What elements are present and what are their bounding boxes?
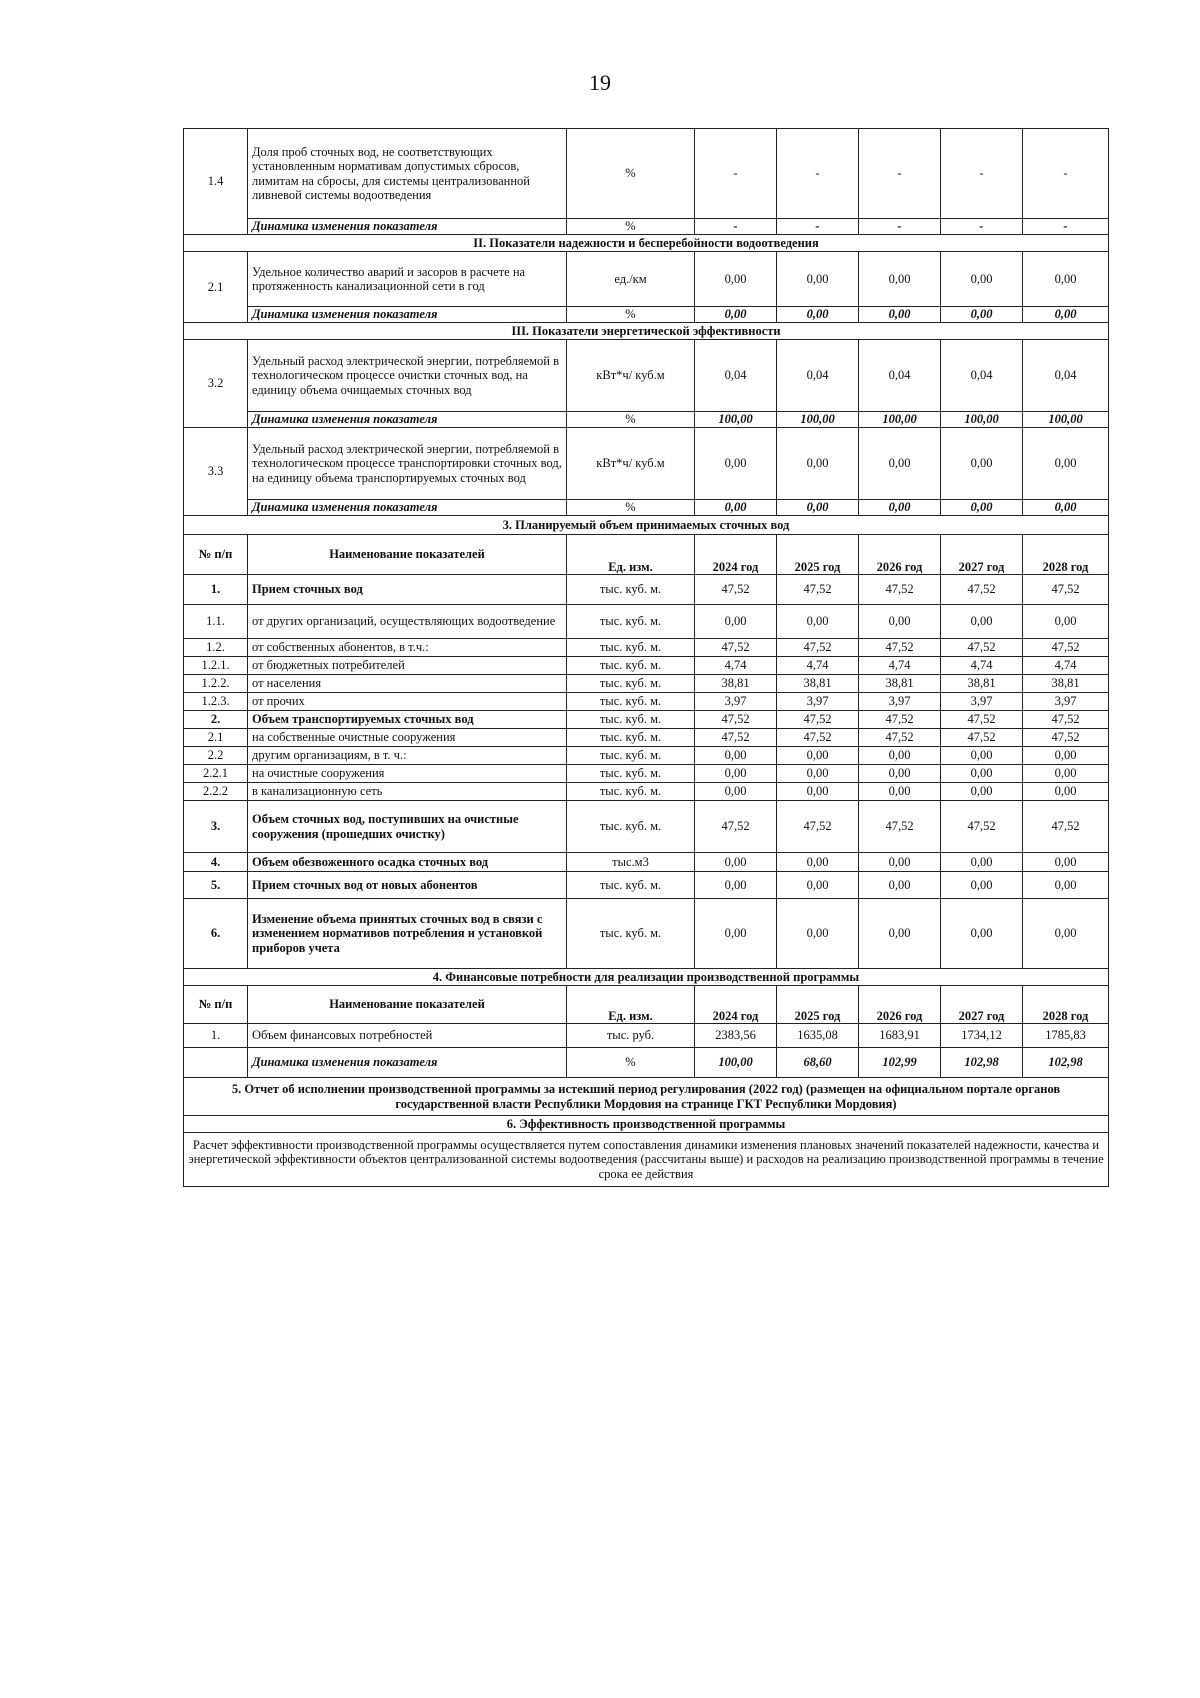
value-cell: 47,52 — [1023, 639, 1109, 657]
header-row — [184, 535, 1109, 575]
column-header-year: 2027 год — [941, 535, 1023, 575]
column-header-year: 2027 год — [941, 986, 1023, 1024]
volume-row — [184, 899, 1109, 969]
unit-cell: % — [567, 412, 695, 428]
value-cell: - — [777, 219, 859, 235]
value-cell: 3,97 — [777, 693, 859, 711]
indicator-name: Прием сточных вод от новых абонентов — [248, 872, 567, 899]
unit-cell: тыс. куб. м. — [567, 783, 695, 801]
value-cell: 0,00 — [941, 747, 1023, 765]
value-cell: 0,00 — [695, 899, 777, 969]
finance-row — [184, 1024, 1109, 1048]
value-cell: 0,00 — [1023, 500, 1109, 516]
value-cell: 47,52 — [777, 575, 859, 605]
dynamics-label: Динамика изменения показателя — [248, 307, 567, 323]
unit-cell: тыс. куб. м. — [567, 747, 695, 765]
value-cell: 0,00 — [777, 307, 859, 323]
value-cell: 102,98 — [1023, 1048, 1109, 1078]
value-cell: - — [941, 219, 1023, 235]
indicator-name: Изменение объема принятых сточных вод в связи с изменением нормативов потребления и установкой приборов учета — [248, 899, 567, 969]
value-cell: 3,97 — [1023, 693, 1109, 711]
dynamics-row — [184, 412, 1109, 428]
column-header-year: 2026 год — [859, 986, 941, 1024]
efficiency-text-row — [184, 1133, 1109, 1187]
row-number: 1.2. — [184, 639, 248, 657]
value-cell: 0,00 — [941, 307, 1023, 323]
value-cell: 47,52 — [941, 575, 1023, 605]
value-cell: 0,00 — [859, 872, 941, 899]
section-title: II. Показатели надежности и бесперебойности водоотведения — [184, 235, 1109, 252]
row-number: 4. — [184, 853, 248, 872]
column-header-year: 2025 год — [777, 535, 859, 575]
value-cell: 0,00 — [777, 428, 859, 500]
value-cell: - — [941, 129, 1023, 219]
value-cell: 2383,56 — [695, 1024, 777, 1048]
indicator-name: от населения — [248, 675, 567, 693]
value-cell: 47,52 — [859, 711, 941, 729]
value-cell: 102,98 — [941, 1048, 1023, 1078]
unit-cell: тыс. куб. м. — [567, 711, 695, 729]
dynamics-row — [184, 307, 1109, 323]
value-cell: 0,00 — [777, 853, 859, 872]
value-cell: 1785,83 — [1023, 1024, 1109, 1048]
volume-row — [184, 801, 1109, 853]
volume-row — [184, 605, 1109, 639]
header-row — [184, 986, 1109, 1024]
unit-cell: тыс. руб. — [567, 1024, 695, 1048]
value-cell: 0,00 — [941, 765, 1023, 783]
value-cell: 102,99 — [859, 1048, 941, 1078]
value-cell: 0,00 — [695, 307, 777, 323]
indicator-name: от бюджетных потребителей — [248, 657, 567, 675]
unit-cell: тыс. куб. м. — [567, 765, 695, 783]
indicator-name: Объем транспортируемых сточных вод — [248, 711, 567, 729]
unit-cell: % — [567, 129, 695, 219]
value-cell: 100,00 — [695, 1048, 777, 1078]
unit-cell: кВт*ч/ куб.м — [567, 428, 695, 500]
column-header-year: 2028 год — [1023, 535, 1109, 575]
value-cell: 100,00 — [859, 412, 941, 428]
column-header-year: 2024 год — [695, 986, 777, 1024]
value-cell: 47,52 — [777, 639, 859, 657]
column-header-unit: Ед. изм. — [567, 535, 695, 575]
volume-row — [184, 747, 1109, 765]
row-number: 1.1. — [184, 605, 248, 639]
row-number: 1. — [184, 1024, 248, 1048]
row-number: 3. — [184, 801, 248, 853]
value-cell: - — [859, 219, 941, 235]
value-cell: 47,52 — [695, 711, 777, 729]
volume-row — [184, 693, 1109, 711]
value-cell: 0,00 — [1023, 853, 1109, 872]
value-cell: 0,00 — [695, 783, 777, 801]
value-cell: 0,00 — [695, 872, 777, 899]
unit-cell: ед./км — [567, 252, 695, 307]
indicator-name: на очистные сооружения — [248, 765, 567, 783]
row-number: 1.4 — [184, 129, 248, 235]
volume-row — [184, 765, 1109, 783]
unit-cell: кВт*ч/ куб.м — [567, 340, 695, 412]
row-number: 1. — [184, 575, 248, 605]
finance-dynamics-row — [184, 1048, 1109, 1078]
value-cell: 4,74 — [777, 657, 859, 675]
section-row — [184, 969, 1109, 986]
value-cell: 4,74 — [695, 657, 777, 675]
value-cell: 4,74 — [941, 657, 1023, 675]
unit-cell: тыс. куб. м. — [567, 675, 695, 693]
value-cell: 0,00 — [777, 765, 859, 783]
value-cell: 0,00 — [859, 252, 941, 307]
unit-cell: % — [567, 307, 695, 323]
value-cell: 0,00 — [1023, 872, 1109, 899]
value-cell: 0,04 — [777, 340, 859, 412]
section-row — [184, 323, 1109, 340]
program-table — [183, 128, 1109, 1187]
value-cell: 47,52 — [695, 639, 777, 657]
value-cell: 0,00 — [777, 747, 859, 765]
value-cell: 0,00 — [777, 500, 859, 516]
indicator-name: Удельное количество аварий и засоров в расчете на протяженность канализационной сети в год — [248, 252, 567, 307]
row-number: 3.2 — [184, 340, 248, 428]
section-row — [184, 516, 1109, 535]
unit-cell: тыс. куб. м. — [567, 605, 695, 639]
unit-cell: тыс. куб. м. — [567, 801, 695, 853]
column-header-year: 2024 год — [695, 535, 777, 575]
value-cell: 0,00 — [695, 252, 777, 307]
value-cell: 38,81 — [941, 675, 1023, 693]
indicator-row — [184, 129, 1109, 219]
value-cell: 3,97 — [695, 693, 777, 711]
volume-row — [184, 711, 1109, 729]
value-cell: 0,00 — [1023, 605, 1109, 639]
value-cell: 47,52 — [1023, 801, 1109, 853]
indicator-name: Доля проб сточных вод, не соответствующих установленным нормативам допустимых сбросов, лимитам на сбросы, для системы централизованной ливневой системы водоотведения — [248, 129, 567, 219]
row-number: 1.2.3. — [184, 693, 248, 711]
indicator-name: Прием сточных вод — [248, 575, 567, 605]
value-cell: 47,52 — [1023, 729, 1109, 747]
row-number: 1.2.1. — [184, 657, 248, 675]
value-cell: - — [1023, 219, 1109, 235]
dynamics-label: Динамика изменения показателя — [248, 219, 567, 235]
column-header-year: 2028 год — [1023, 986, 1109, 1024]
volume-row — [184, 639, 1109, 657]
value-cell: 100,00 — [1023, 412, 1109, 428]
value-cell: 0,00 — [695, 428, 777, 500]
value-cell: 47,52 — [1023, 711, 1109, 729]
value-cell: 0,00 — [695, 853, 777, 872]
section-row — [184, 235, 1109, 252]
column-header-year: 2026 год — [859, 535, 941, 575]
unit-cell: тыс. куб. м. — [567, 899, 695, 969]
dynamics-label: Динамика изменения показателя — [248, 1048, 567, 1078]
value-cell: - — [1023, 129, 1109, 219]
row-number: 6. — [184, 899, 248, 969]
indicator-name: в канализационную сеть — [248, 783, 567, 801]
value-cell: 0,00 — [859, 605, 941, 639]
volume-row — [184, 783, 1109, 801]
dynamics-label: Динамика изменения показателя — [248, 500, 567, 516]
value-cell: 0,00 — [1023, 783, 1109, 801]
value-cell: 0,00 — [1023, 765, 1109, 783]
value-cell: - — [695, 129, 777, 219]
value-cell: 0,00 — [695, 765, 777, 783]
value-cell: 0,00 — [1023, 252, 1109, 307]
unit-cell: % — [567, 219, 695, 235]
row-number: 2.2.2 — [184, 783, 248, 801]
value-cell: 0,00 — [941, 899, 1023, 969]
volume-row — [184, 675, 1109, 693]
unit-cell: тыс. куб. м. — [567, 693, 695, 711]
row-number: 2.1 — [184, 252, 248, 323]
value-cell: 0,00 — [1023, 428, 1109, 500]
value-cell: 1734,12 — [941, 1024, 1023, 1048]
page-number: 19 — [589, 70, 611, 95]
value-cell: 0,04 — [1023, 340, 1109, 412]
value-cell: 0,00 — [695, 605, 777, 639]
value-cell: 47,52 — [695, 729, 777, 747]
value-cell: 0,04 — [695, 340, 777, 412]
value-cell: 0,00 — [859, 783, 941, 801]
section-row — [184, 1078, 1109, 1116]
value-cell: 47,52 — [859, 639, 941, 657]
volume-row — [184, 853, 1109, 872]
value-cell: 47,52 — [777, 801, 859, 853]
value-cell: 0,00 — [859, 500, 941, 516]
section-title: 3. Планируемый объем принимаемых сточных вод — [184, 516, 1109, 535]
unit-cell: тыс. куб. м. — [567, 872, 695, 899]
column-header-num: № п/п — [184, 986, 248, 1024]
value-cell: 0,00 — [777, 252, 859, 307]
value-cell: 0,00 — [1023, 307, 1109, 323]
column-header-name: Наименование показателей — [248, 535, 567, 575]
value-cell: 0,00 — [1023, 747, 1109, 765]
unit-cell: % — [567, 1048, 695, 1078]
dynamics-row — [184, 500, 1109, 516]
value-cell: 47,52 — [941, 729, 1023, 747]
indicator-name: от прочих — [248, 693, 567, 711]
value-cell: 68,60 — [777, 1048, 859, 1078]
indicator-name: на собственные очистные сооружения — [248, 729, 567, 747]
value-cell: 0,00 — [941, 605, 1023, 639]
value-cell: 0,00 — [859, 307, 941, 323]
value-cell: 47,52 — [859, 801, 941, 853]
section-title: 5. Отчет об исполнении производственной программы за истекший период регулирования (2022 год) (размещен на официальном портале органов государственной власти Республики Мордовия на странице ГКТ Республики Мордовия) — [184, 1078, 1109, 1116]
row-number: 2. — [184, 711, 248, 729]
value-cell: 0,00 — [695, 500, 777, 516]
volume-row — [184, 872, 1109, 899]
value-cell: 38,81 — [777, 675, 859, 693]
row-number: 2.2.1 — [184, 765, 248, 783]
value-cell: 100,00 — [941, 412, 1023, 428]
section-title: 4. Финансовые потребности для реализации производственной программы — [184, 969, 1109, 986]
indicator-name: от собственных абонентов, в т.ч.: — [248, 639, 567, 657]
column-header-num: № п/п — [184, 535, 248, 575]
section-row — [184, 1116, 1109, 1133]
unit-cell: тыс.м3 — [567, 853, 695, 872]
indicator-name: другим организациям, в т. ч.: — [248, 747, 567, 765]
value-cell: 0,00 — [777, 872, 859, 899]
row-number: 2.2 — [184, 747, 248, 765]
column-header-year: 2025 год — [777, 986, 859, 1024]
dynamics-label: Динамика изменения показателя — [248, 412, 567, 428]
value-cell: 0,00 — [941, 872, 1023, 899]
value-cell: 38,81 — [1023, 675, 1109, 693]
value-cell: 0,00 — [859, 853, 941, 872]
efficiency-text: Расчет эффективности производственной программы осуществляется путем сопоставления динамики изменения плановых значений показателей надежности, качества и энергетической эффективности объектов централизованной системы водоотведения (рассчитаны выше) и расходов на реализацию производственной программы в течение срока ее действия — [184, 1133, 1109, 1187]
section-title: 6. Эффективность производственной программы — [184, 1116, 1109, 1133]
unit-cell: тыс. куб. м. — [567, 575, 695, 605]
indicator-name: Объем сточных вод, поступивших на очистные сооружения (прошедших очистку) — [248, 801, 567, 853]
value-cell: 0,00 — [859, 747, 941, 765]
volume-row — [184, 575, 1109, 605]
unit-cell: тыс. куб. м. — [567, 639, 695, 657]
value-cell: 0,00 — [1023, 899, 1109, 969]
value-cell: 0,00 — [777, 605, 859, 639]
value-cell: 1635,08 — [777, 1024, 859, 1048]
row-number: 3.3 — [184, 428, 248, 516]
column-header-unit: Ед. изм. — [567, 986, 695, 1024]
value-cell: 0,00 — [941, 500, 1023, 516]
value-cell: 38,81 — [859, 675, 941, 693]
indicator-row — [184, 428, 1109, 500]
indicator-name: Удельный расход электрической энергии, потребляемой в технологическом процессе очистки сточных вод, на единицу объема очищаемых сточных вод — [248, 340, 567, 412]
value-cell: 47,52 — [859, 729, 941, 747]
unit-cell: % — [567, 500, 695, 516]
value-cell: - — [695, 219, 777, 235]
value-cell: 47,52 — [1023, 575, 1109, 605]
value-cell: 3,97 — [859, 693, 941, 711]
indicator-name: от других организаций, осуществляющих водоотведение — [248, 605, 567, 639]
value-cell: 47,52 — [695, 575, 777, 605]
indicator-row — [184, 340, 1109, 412]
value-cell: 0,00 — [941, 853, 1023, 872]
row-number: 1.2.2. — [184, 675, 248, 693]
value-cell: 47,52 — [695, 801, 777, 853]
indicator-name: Объем обезвоженного осадка сточных вод — [248, 853, 567, 872]
indicator-name: Объем финансовых потребностей — [248, 1024, 567, 1048]
value-cell: 38,81 — [695, 675, 777, 693]
value-cell: 0,00 — [941, 783, 1023, 801]
value-cell: - — [859, 129, 941, 219]
row-number: 2.1 — [184, 729, 248, 747]
value-cell: - — [777, 129, 859, 219]
row-number: 5. — [184, 872, 248, 899]
value-cell: 47,52 — [941, 711, 1023, 729]
value-cell: 47,52 — [777, 711, 859, 729]
value-cell: 47,52 — [777, 729, 859, 747]
value-cell: 0,00 — [859, 899, 941, 969]
unit-cell: тыс. куб. м. — [567, 729, 695, 747]
value-cell: 0,04 — [859, 340, 941, 412]
value-cell: 0,00 — [941, 428, 1023, 500]
value-cell: 4,74 — [1023, 657, 1109, 675]
value-cell: 0,00 — [859, 428, 941, 500]
indicator-row — [184, 252, 1109, 307]
value-cell: 0,00 — [859, 765, 941, 783]
empty-cell — [184, 1048, 248, 1078]
value-cell: 0,00 — [941, 252, 1023, 307]
value-cell: 1683,91 — [859, 1024, 941, 1048]
indicator-name: Удельный расход электрической энергии, потребляемой в технологическом процессе транспортировки сточных вод, на единицу объема транспортируемых сточных вод — [248, 428, 567, 500]
value-cell: 47,52 — [941, 639, 1023, 657]
value-cell: 0,00 — [777, 783, 859, 801]
value-cell: 100,00 — [695, 412, 777, 428]
section-title: III. Показатели энергетической эффективности — [184, 323, 1109, 340]
volume-row — [184, 729, 1109, 747]
dynamics-row — [184, 219, 1109, 235]
value-cell: 4,74 — [859, 657, 941, 675]
value-cell: 100,00 — [777, 412, 859, 428]
value-cell: 47,52 — [941, 801, 1023, 853]
value-cell: 0,04 — [941, 340, 1023, 412]
value-cell: 47,52 — [859, 575, 941, 605]
unit-cell: тыс. куб. м. — [567, 657, 695, 675]
column-header-name: Наименование показателей — [248, 986, 567, 1024]
value-cell: 3,97 — [941, 693, 1023, 711]
value-cell: 0,00 — [777, 899, 859, 969]
value-cell: 0,00 — [695, 747, 777, 765]
volume-row — [184, 657, 1109, 675]
